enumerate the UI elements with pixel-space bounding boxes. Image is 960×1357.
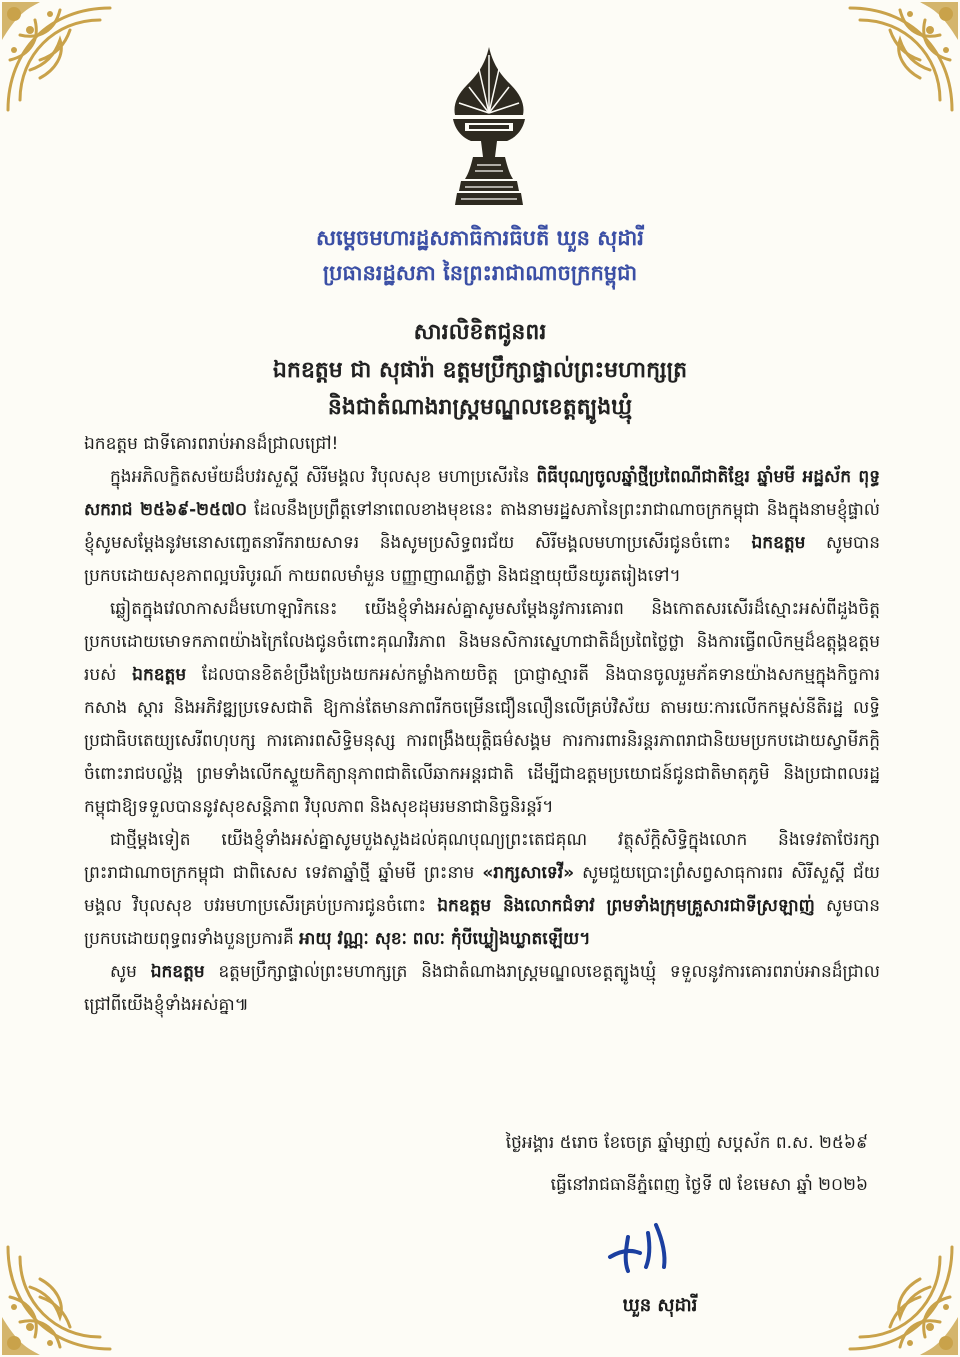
paragraph-text: សូមជួយប្រោះព្រំសព្វសាធុការពរ សិរីសួស្តី ជ័យមង្គល វិបុលសុខ បវរមហាប្រសើរគ្រប់ប្រការជូនចំពោះ <box>84 863 880 916</box>
paragraph-emphasis: ឯកឧត្តម និងលោកជំទាវ ព្រមទាំងក្រុមគ្រួសារជាទីស្រឡាញ់ <box>437 896 815 916</box>
paragraph-emphasis: ឯកឧត្តម <box>132 665 187 685</box>
paragraph-text: សូម <box>110 962 151 982</box>
paragraph-text: ដែលបានខិតខំប្រឹងប្រែងយកអស់កម្លាំងកាយចិត្ត ប្រាជ្ញាស្មារតី និងបានចូលរួមភ័គទានយ៉ាងសកម្មក្នុងកិច្ចការកសាង ស្តារ និងអភិវឌ្ឍប្រទេសជាតិ ឱ្យកាន់តែមានភាពរីកចម្រើនជឿនលឿនលើគ្រប់វិស័យ តាមរយៈការលើកកម្ពស់នីតិរដ្ឋ លទ្ធិប្រជាធិបតេយ្យសេរីពហុបក្ស ការគោរពសិទ្ធិមនុស្ស ការពង្រឹងយុត្តិធម៌សង្គម ការការពារនិរន្តរភាពរាជានិយមប្រកបដោយស្វាមីភក្តិចំពោះរាជបល្ល័ង្ក ព្រមទាំងលើកស្ទួយកិត្យានុភាពជាតិលើឆាកអន្តរជាតិ ដើម្បីជាឧត្តមប្រយោជន៍ជូនជាតិមាតុភូមិ និងប្រជាពលរដ្ឋកម្ពុជាឱ្យទទួលបាននូវសុខសន្តិភាព វិបុលភាព និងសុខដុមរមនាជានិច្ចនិរន្តរ៍។ <box>84 665 880 817</box>
paragraph-text: សូមបានប្រកបដោយសុខភាពល្អបរិបូរណ៍ កាយពលមាំមួន បញ្ញាញាណភ្លឺថ្លា និងជន្មាយុយឺនយូរតរៀងទៅ។ <box>84 533 880 586</box>
ornamental-corner-icon <box>0 0 120 120</box>
paragraph-text: ឆ្លៀតក្នុងវេលាកាសដ៏មហោឡារិកនេះ យើងខ្ញុំទាំងអស់គ្នាសូមសម្តែងនូវការគោរព និងកោតសរសើរដ៏ស្មោះអស់ពីដួងចិត្តប្រកបដោយមោទកភាពយ៉ាងក្រៃលែងជូនចំពោះគុណវិរភាព និងមនសិការស្នេហាជាតិដ៏ប្រពៃថ្លៃថ្លា និងការធ្វើពលិកម្មដ៏ឧត្តុង្គឧត្តមរបស់ <box>84 599 880 685</box>
paragraph-3 <box>84 824 880 956</box>
paragraph-text: ក្នុងអភិលក្ខិតសម័យដ៏បវរសួស្តី សិរីមង្គល វិបុលសុខ មហាប្រសើរនៃ <box>110 467 537 487</box>
lunar-date: ថ្ងៃអង្គារ ៥រោច ខែចេត្រ ឆ្នាំម្សាញ់ សប្តស័ក ព.ស. ២៥៦៩ <box>505 1133 868 1153</box>
solar-date: ធ្វើនៅរាជធានីភ្នំពេញ ថ្ងៃទី ៧ ខែមេសា ឆ្នាំ ២០២៦ <box>550 1175 868 1195</box>
recipient-role-line: និងជាតំណាងរាស្ត្រមណ្ឌលខេត្តត្បូងឃ្មុំ <box>327 395 633 420</box>
paragraph-text: ឧត្តមប្រឹក្សាផ្ទាល់ព្រះមហាក្សត្រ និងជាតំណាងរាស្ត្រមណ្ឌលខេត្តត្បូងឃ្មុំ ទទួលនូវការគោរពរាប់អានដ៏ជ្រាលជ្រៅពីយើងខ្ញុំទាំងអស់គ្នា៕ <box>84 962 880 1015</box>
paragraph-1 <box>84 461 880 593</box>
paragraph-emphasis: អាយុ វណ្ណៈ សុខៈ ពលៈ កុំបីឃ្លៀងឃ្លាតឡើយ។ <box>299 929 591 949</box>
paragraph-text: ជាថ្មីម្តងទៀត យើងខ្ញុំទាំងអស់គ្នាសូមបួងសួងដល់គុណបុណ្យព្រះតេជគុណ វត្ថុស័ក្តិសិទ្ធិក្នុងលោក និងទេវតាថែរក្សាព្រះរាជាណាចក្រកម្ពុជា ជាពិសេស ទេវតាឆ្នាំថ្មី ឆ្នាំមមី ព្រះនាម <box>84 830 880 883</box>
handwritten-signature <box>606 1215 686 1275</box>
paragraph-emphasis: ឯកឧត្តម <box>150 962 205 982</box>
paragraph-emphasis: «រាក្សសាទេវី» <box>482 863 575 883</box>
recipient-line: ឯកឧត្តម ជា សុផារ៉ា ឧត្តមប្រឹក្សាផ្ទាល់ព្រះមហាក្សត្រ <box>272 358 688 383</box>
paragraph-text: សូមបានប្រកបដោយពុទ្ធពរទាំងបួនប្រការគឺ <box>84 896 880 949</box>
paragraph-2 <box>84 593 880 824</box>
national-assembly-emblem-icon <box>447 45 531 215</box>
paragraph-emphasis: ឯកឧត្តម <box>751 533 806 553</box>
paragraph-emphasis: ពិធីបុណ្យចូលឆ្នាំថ្មីប្រពៃណីជាតិខ្មែរ ឆ្នាំមមី អដ្ឋស័ក ពុទ្ធសករាជ ២៥៦៩-២៥៧០ <box>84 467 880 520</box>
header-subtitle: ប្រធានរដ្ឋសភា នៃព្រះរាជាណាចក្រកម្ពុជា <box>322 261 638 285</box>
ornamental-corner-icon <box>840 0 960 120</box>
letter-title: សារលិខិតជូនពរ <box>413 320 547 345</box>
paragraph-4 <box>84 956 880 1022</box>
header-title: សម្តេចមហារដ្ឋសភាធិការធិបតី ឃួន សុដារី <box>316 226 644 250</box>
signer-name: ឃួន សុដារី <box>622 1295 698 1316</box>
paragraph-text: ដែលនឹងប្រព្រឹត្តទៅនាពេលខាងមុខនេះ តាងនាមរដ្ឋសភានៃព្រះរាជាណាចក្រកម្ពុជា និងក្នុងនាមខ្ញុំផ្ទាល់ ខ្ញុំសូមសម្តែងនូវមនោសញ្ចេតនារីករាយសាទរ និងសូមប្រសិទ្ធពរជ័យ សិរីមង្គលមហាប្រសើរជូនចំពោះ <box>84 500 880 553</box>
salutation: ឯកឧត្តម ជាទីគោរពរាប់អានដ៏ជ្រាលជ្រៅ! <box>84 434 339 454</box>
letter-body <box>84 428 880 1022</box>
